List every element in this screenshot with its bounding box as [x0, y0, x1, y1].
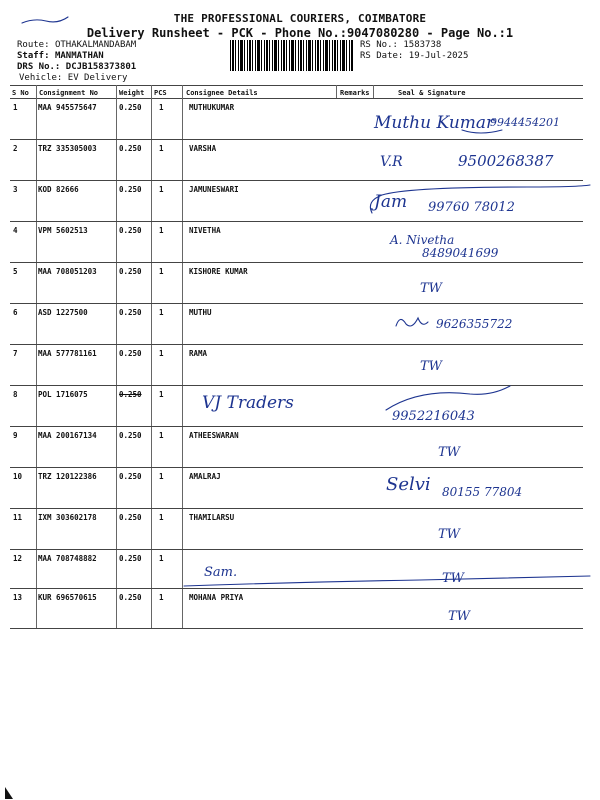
signature-row-3 — [368, 181, 593, 221]
row-consignment: VPM 5602513 — [38, 226, 88, 235]
row-weight: 0.250 — [119, 185, 142, 194]
col-header-pcs: PCS — [154, 89, 167, 97]
rs-no-line: RS No.: 1583738 — [360, 40, 442, 50]
svg-text:Jam: Jam — [374, 192, 408, 212]
row-consignee: VARSHA — [189, 144, 217, 153]
row-sno: 5 — [13, 267, 18, 276]
row-consignee: THAMILARSU — [189, 513, 235, 522]
row-pcs: 1 — [159, 267, 164, 276]
svg-text:TW: TW — [438, 445, 461, 460]
signature-row-1 — [370, 106, 595, 142]
table-header-border — [10, 98, 583, 99]
row-divider — [10, 508, 583, 509]
arrow-icon — [4, 786, 14, 800]
row-pcs: 1 — [159, 472, 164, 481]
row-consignee: NIVETHA — [189, 226, 221, 235]
row-consignee: RAMA — [189, 349, 208, 358]
route-value: OTHAKALMANDABAM — [54, 40, 137, 50]
svg-text:8489041699: 8489041699 — [422, 246, 499, 260]
col-divider — [36, 85, 37, 629]
col-header-weight: Weight — [119, 89, 145, 97]
row-pcs: 1 — [159, 593, 164, 602]
row-weight: 0.250 — [119, 593, 142, 602]
row-sno: 2 — [13, 144, 18, 153]
row-weight: 0.250 — [119, 144, 142, 153]
row-divider — [10, 628, 583, 629]
svg-text:9944454201: 9944454201 — [490, 116, 560, 129]
tick-mark-row-7 — [418, 350, 458, 376]
row-pcs: 1 — [159, 185, 164, 194]
barcode-image — [230, 40, 354, 71]
svg-text:Muthu Kumar: Muthu Kumar — [374, 113, 495, 133]
table-top-border — [10, 85, 583, 86]
row-consignment: ASD 1227500 — [38, 308, 88, 317]
tick-mark-row-11 — [436, 518, 476, 544]
signature-row-10 — [384, 466, 584, 502]
row-divider — [10, 139, 583, 140]
col-divider — [336, 85, 337, 98]
col-header-signature: Seal & Signature — [398, 89, 466, 97]
row-consignment: MAA 945575647 — [38, 103, 97, 112]
row-pcs: 1 — [159, 390, 164, 399]
row-consignment: MAA 577781161 — [38, 349, 97, 358]
row-pcs: 1 — [159, 431, 164, 440]
handwritten-consignee-row-12 — [180, 556, 592, 592]
row-sno: 11 — [13, 513, 23, 522]
row-consignment: POL 1716075 — [38, 390, 88, 399]
row-pcs: 1 — [159, 226, 164, 235]
svg-text:9952216043: 9952216043 — [392, 409, 475, 424]
row-sno: 3 — [13, 185, 18, 194]
row-divider — [10, 588, 583, 589]
row-consignment: KOD 82666 — [38, 185, 79, 194]
row-weight: 0.250 — [119, 103, 142, 112]
row-consignment: MAA 708051203 — [38, 267, 97, 276]
row-consignment: IXM 303602178 — [38, 513, 97, 522]
row-consignee: MOHANA PRIYA — [189, 593, 244, 602]
row-consignment: TRZ 335305003 — [38, 144, 97, 153]
company-title: THE PROFESSIONAL COURIERS, COIMBATORE — [173, 12, 427, 25]
row-sno: 9 — [13, 431, 18, 440]
svg-text:Selvi: Selvi — [386, 474, 431, 495]
row-weight: 0.250 — [119, 554, 142, 563]
svg-text:V.R: V.R — [380, 154, 403, 170]
svg-text:VJ Traders: VJ Traders — [202, 393, 294, 413]
svg-text:TW: TW — [442, 571, 465, 586]
staff-value: MANMATHAN — [54, 51, 104, 61]
drs-value: DCJB158373801 — [65, 62, 137, 72]
route-line: Route: OTHAKALMANDABAM — [17, 40, 137, 50]
row-weight: 0.250 — [119, 390, 142, 399]
row-pcs: 1 — [159, 144, 164, 153]
row-pcs: 1 — [159, 513, 164, 522]
row-consignment: MAA 200167134 — [38, 431, 97, 440]
signature-row-8 — [380, 382, 530, 426]
col-header-sno: S No — [12, 89, 29, 97]
signature-row-4 — [388, 226, 578, 260]
row-pcs: 1 — [159, 349, 164, 358]
row-sno: 7 — [13, 349, 18, 358]
svg-text:TW: TW — [420, 281, 443, 296]
row-divider — [10, 221, 583, 222]
row-pcs: 1 — [159, 308, 164, 317]
row-divider — [10, 262, 583, 263]
row-sno: 1 — [13, 103, 18, 112]
row-sno: 4 — [13, 226, 18, 235]
rs-date-value: 19-Jul-2025 — [408, 51, 469, 61]
row-consignee: MUTHUKUMAR — [189, 103, 235, 112]
signature-row-6 — [392, 308, 587, 336]
row-sno: 12 — [13, 554, 23, 563]
tick-mark-row-13 — [446, 600, 486, 626]
col-header-consignment: Consignment No — [39, 89, 99, 97]
row-consignment: MAA 708748882 — [38, 554, 97, 563]
row-divider — [10, 467, 583, 468]
handwritten-consignee-row-8 — [196, 386, 336, 416]
staff-line: Staff: MANMATHAN — [17, 51, 104, 61]
row-consignee: KISHORE KUMAR — [189, 267, 248, 276]
row-weight: 0.250 — [119, 308, 142, 317]
svg-text:Sam.: Sam. — [204, 565, 238, 580]
col-header-remarks: Remarks — [340, 89, 370, 97]
row-consignee: MUTHU — [189, 308, 212, 317]
col-divider — [151, 85, 152, 629]
tick-mark-row-9 — [436, 436, 476, 462]
vehicle-value: EV Delivery — [67, 73, 128, 83]
drs-line: DRS No.: DCJB158373801 — [17, 62, 137, 72]
svg-text:TW: TW — [438, 527, 461, 542]
svg-text:99760 78012: 99760 78012 — [428, 200, 515, 215]
row-weight: 0.250 — [119, 472, 142, 481]
tick-mark-row-5 — [418, 270, 458, 298]
row-consignment: KUR 696570615 — [38, 593, 97, 602]
col-divider — [182, 85, 183, 629]
vehicle-line: Vehicle: EV Delivery — [19, 73, 128, 83]
row-consignee: AMALRAJ — [189, 472, 221, 481]
signature-row-2 — [378, 146, 593, 176]
row-consignee: JAMUNESWARI — [189, 185, 239, 194]
row-divider — [10, 344, 583, 345]
row-sno: 6 — [13, 308, 18, 317]
svg-text:9500268387: 9500268387 — [458, 152, 554, 170]
tick-mark-row-12 — [440, 562, 480, 588]
row-weight: 0.250 — [119, 226, 142, 235]
row-divider — [10, 180, 583, 181]
row-consignee: ATHEESWARAN — [189, 431, 239, 440]
row-weight: 0.250 — [119, 431, 142, 440]
runsheet-subtitle: Delivery Runsheet - PCK - Phone No.:9047080280 - Page No.:1 — [86, 26, 514, 40]
row-divider — [10, 385, 583, 386]
row-divider — [10, 426, 583, 427]
col-divider — [373, 85, 374, 98]
row-divider — [10, 303, 583, 304]
col-header-consignee: Consignee Details — [186, 89, 258, 97]
col-divider — [116, 85, 117, 629]
row-weight: 0.250 — [119, 267, 142, 276]
row-pcs: 1 — [159, 103, 164, 112]
row-sno: 8 — [13, 390, 18, 399]
svg-text:TW: TW — [420, 359, 443, 374]
rs-no-value: 1583738 — [403, 40, 442, 50]
row-consignment: TRZ 120122386 — [38, 472, 97, 481]
row-weight: 0.250 — [119, 513, 142, 522]
svg-text:9626355722: 9626355722 — [436, 317, 513, 331]
row-weight: 0.250 — [119, 349, 142, 358]
rs-date-line: RS Date: 19-Jul-2025 — [360, 51, 469, 61]
row-pcs: 1 — [159, 554, 164, 563]
svg-text:80155 77804: 80155 77804 — [442, 485, 523, 499]
row-divider — [10, 549, 583, 550]
svg-text:TW: TW — [448, 609, 471, 624]
svg-text:A. Nivetha: A. Nivetha — [390, 233, 455, 247]
row-sno: 10 — [13, 472, 23, 481]
row-sno: 13 — [13, 593, 23, 602]
